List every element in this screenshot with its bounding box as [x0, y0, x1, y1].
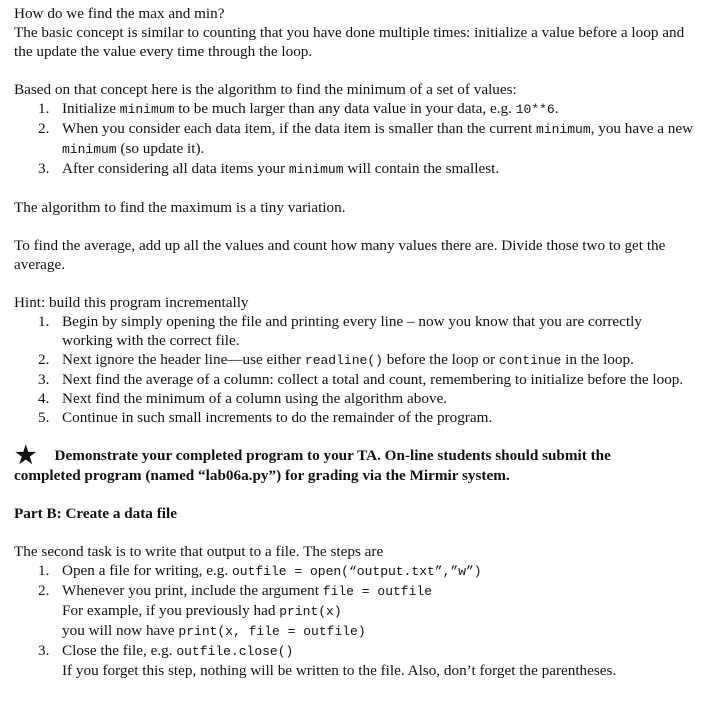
list-item: 1. Begin by simply opening the file and printing every line – now you know that you are correctly working with the correct file. [38, 313, 642, 349]
part-b-lead: The second task is to write that output to a file. The steps are [14, 543, 384, 560]
list-item: 1. Open a file for writing, e.g. outfile = open(“output.txt”,”w”) [38, 562, 482, 579]
list-item: 3. Next find the average of a column: collect a total and count, remembering to initialize before the loop. [38, 371, 684, 388]
part-b-heading: Part B: Create a data file [14, 505, 177, 522]
star-icon: ★ [15, 443, 37, 469]
min-algo-lead: Based on that concept here is the algorithm to find the minimum of a set of values: [14, 81, 517, 98]
list-item: 5. Continue in such small increments to do the remainder of the program. [38, 409, 493, 426]
intro-text: The basic concept is similar to counting that you have done multiple times: initialize a value before a loop and the update the value every time through the loop. [14, 24, 685, 60]
average-note: To find the average, add up all the values and count how many values there are. Divide those two to get the average. [14, 237, 666, 273]
list-item: 2. Next ignore the header line—use either readline() before the loop or continue in the loop. [38, 351, 634, 368]
hint-lead: Hint: build this program incrementally [14, 294, 249, 311]
min-algo-list [14, 99, 726, 179]
list-item: 2. When you consider each data item, if the data item is smaller than the current minimum, you have a new minimum (so update it). [38, 120, 694, 157]
list-item: 3. Close the file, e.g. outfile.close() If you forget this step, nothing will be written to the file. Also, don’t forget the parentheses. [38, 642, 617, 679]
list-item: 3. After considering all data items your minimum will contain the smallest. [38, 160, 500, 177]
hint-list [14, 312, 726, 427]
intro-heading: How do we find the max and min? [14, 5, 225, 22]
part-b-list [14, 561, 726, 680]
list-item: 4. Next find the minimum of a column using the algorithm above. [38, 390, 448, 407]
list-item: 2. Whenever you print, include the argument file = outfile For example, if you previously had print(x) you will now have print(x, file = outfile) [38, 582, 432, 639]
max-note: The algorithm to find the maximum is a tiny variation. [14, 199, 346, 216]
demonstrate-note: ★ Demonstrate your completed program to your TA. On-line students should submit the completed program (named “lab06a.py”) for grading via the Mirmir system. [14, 443, 611, 484]
list-item: 1. Initialize minimum to be much larger than any data value in your data, e.g. 10**6. [38, 100, 559, 117]
